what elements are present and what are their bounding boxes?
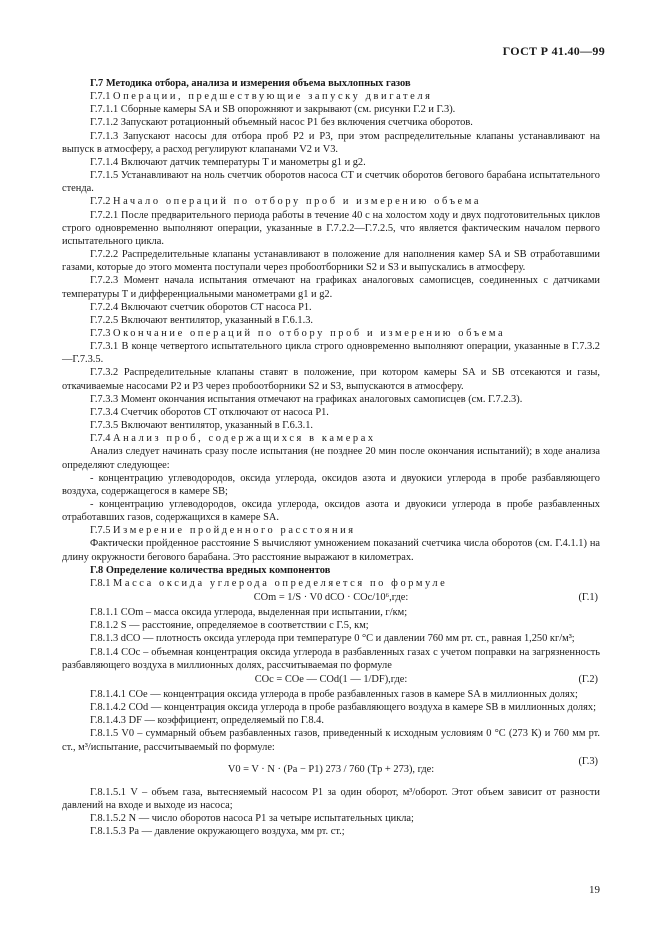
document-header: ГОСТ Р 41.40—99 <box>502 44 605 58</box>
subsection-number: Г.7.2 <box>90 196 114 208</box>
paragraph: Г.7.3.2 Распределительные клапаны ставят в положение, при котором камеры SA и SB отсекаются и газы, откачиваемые насосами P2 и P3 через пробоотборники S2 и S3, выпускаются в атмосферу. <box>62 367 600 392</box>
paragraph: Г.8.1.2 S — расстояние, определяемое в соответствии с Г.5, км; <box>90 620 369 632</box>
formula-number: (Г.1) <box>578 592 598 604</box>
formula <box>62 591 600 605</box>
paragraph: Г.7.3.1 В конце четвертого испытательного цикла строго одновременно выполняют операции, указанные в Г.7.3.2—Г.7.3.5. <box>62 341 600 366</box>
paragraph: Г.7.1.1 Сборные камеры SA и SB опорожняют и закрывают (см. рисунки Г.2 и Г.3). <box>90 104 456 116</box>
paragraph: Г.7.2.5 Включают вентилятор, указанный в Г.6.1.3. <box>90 314 314 326</box>
subsection-heading <box>62 327 600 340</box>
subsection-title: Окончание операций по отбору проб и измерению объема <box>113 327 506 339</box>
paragraph: Г.8.1.5.2 N — число оборотов насоса P1 за четыре испытательных цикла; <box>90 812 414 824</box>
paragraph: Г.7.2.3 Момент начала испытания отмечают на графиках аналоговых самописцев, соединенных с датчиками температуры T и дифференциальными манометрами g1 и g2. <box>62 275 600 300</box>
section-heading: Г.8 Определение количества вредных компонентов <box>90 564 331 576</box>
paragraph: Г.8.1.4 COc – объемная концентрация оксида углерода в разбавленных газах с учетом поправки на загрязненность разбавляющего воздуха в миллионных долях, рассчитываемая по формуле <box>62 646 600 671</box>
paragraph: Г.7.2.1 После предварительного периода работы в течение 40 с на холостом ходу и двух подготовительных циклов строго одновременно выполняют операции, указанные в Г.7.2.2—Г.7.2.5, что является фактическим началом первого испытательного цикла. <box>62 209 600 247</box>
formula-expression: V0 = V · N · (Pa − P1) 273 / 760 (Tp + 273), где: <box>227 763 435 775</box>
paragraph: - концентрацию углеводородов, оксида углерода, оксидов азота и двуокиси углерода в пробе разбавляющего воздуха, содержащегося в камере SB; <box>62 472 600 497</box>
paragraph: Г.8.1.5.3 Pa — давление окружающего воздуха, мм рт. ст.; <box>90 826 345 838</box>
paragraph: Г.7.3.4 Счетчик оборотов CT отключают от насоса P1. <box>90 406 329 418</box>
formula-number: (Г.3) <box>578 755 598 767</box>
formula-expression: COc = COe — COd(1 — 1/DF),где: <box>254 673 408 685</box>
subsection-number: Г.7.4 <box>90 433 114 445</box>
paragraph: Г.7.2.4 Включают счетчик оборотов CT насоса P1. <box>90 301 312 313</box>
formula-number: (Г.2) <box>578 673 598 685</box>
paragraph: Г.8.1.5 V0 – суммарный объем разбавленных газов, приведенный к исходным условиям 0 °С (273 К) и 760 мм рт. ст., м³/испытание, рассчитываемый по формуле: <box>62 728 600 753</box>
paragraph: Г.7.3.3 Момент окончания испытания отмечают на графиках аналоговых самописцев (см. Г.7.2.3). <box>90 393 523 405</box>
subsection-heading <box>62 524 600 537</box>
document-body <box>62 77 600 838</box>
paragraph: Г.7.3.5 Включают вентилятор, указанный в Г.6.3.1. <box>90 420 314 432</box>
subsection-number: Г.7.1 <box>90 91 114 103</box>
section-heading: Г.7 Методика отбора, анализа и измерения объема выхлопных газов <box>90 78 411 89</box>
paragraph: Г.7.1.5 Устанавливают на ноль счетчик оборотов насоса CT и счетчик оборотов бегового барабана испытательного стенда. <box>62 170 600 195</box>
paragraph: Фактически пройденное расстояние S вычисляют умножением показаний счетчика числа оборотов (см. Г.4.1.1) на длину окружности бегового барабана. Это расстояние выражают в километрах. <box>62 538 600 563</box>
subsection-title: Начало операций по отбору проб и измерению объема <box>113 196 482 208</box>
paragraph: Г.7.2.2 Распределительные клапаны устанавливают в положение для наполнения камер SA и SB отработавшими газами, которые до этого момента поступали через пробоотборники S2 и S3 и выпускались в атмосферу. <box>62 249 600 274</box>
subsection-number: Г.7.3 <box>90 327 114 339</box>
subsection-heading <box>62 195 600 208</box>
formula-expression: COm = 1/S · V0 dCO · COc/10⁶,где: <box>253 592 409 604</box>
paragraph: Г.7.1.3 Запускают насосы для отбора проб P2 и P3, при этом распределительные клапаны устанавливают на выпуск в атмосферу, а расход регулируют клапанами V2 и V3. <box>62 130 600 155</box>
subsection-title: Операции, предшествующие запуску двигателя <box>113 91 433 103</box>
paragraph: Г.8.1.1 COm – масса оксида углерода, выделенная при испытании, г/км; <box>90 607 408 619</box>
subsection-number: Г.7.5 <box>90 525 114 537</box>
subsection-heading <box>62 432 600 445</box>
paragraph: Г.8.1.4.1 COe — концентрация оксида углерода в пробе разбавленных газов в камере SA в миллионных долях; <box>90 688 578 700</box>
paragraph: Анализ следует начинать сразу после испытания (не позднее 20 мин после окончания испытаний); в ходе анализа определяют следующее: <box>62 446 600 471</box>
paragraph: - концентрацию углеводородов, оксида углерода, оксидов азота и двуокиси углерода в пробе разбавленных отработавших газов, содержащихся в камере SA. <box>62 499 600 524</box>
subsection-number: Г.8.1 <box>90 577 114 589</box>
paragraph: Г.8.1.4.2 COd — концентрация оксида углерода в пробе разбавляющего воздуха в камере SB в миллионных долях; <box>90 702 596 714</box>
page-number: 19 <box>589 884 600 896</box>
subsection-title: Масса оксида углерода определяется по формуле <box>113 577 448 589</box>
paragraph: Г.7.1.4 Включают датчик температуры T и манометры g1 и g2. <box>90 156 366 168</box>
paragraph: Г.8.1.5.1 V – объем газа, вытесняемый насосом P1 за один оборот, м³/оборот. Этот объем зависит от разности давлений на входе и выходе из насоса; <box>62 786 600 811</box>
paragraph: Г.8.1.4.3 DF — коэффициент, определяемый по Г.8.4. <box>90 715 324 727</box>
subsection-heading <box>62 90 600 103</box>
paragraph: Г.7.1.2 Запускают ротационный объемный насос P1 без включения счетчика оборотов. <box>90 117 473 129</box>
subsection-title: Измерение пройденного расстояния <box>113 525 356 537</box>
paragraph: Г.8.1.3 dCO — плотность оксида углерода при температуре 0 °С и давлении 760 мм рт. ст., равная 1,250 кг/м³; <box>90 633 575 645</box>
subsection-title: Анализ проб, содержащихся в камерах <box>113 433 376 445</box>
subsection-heading <box>62 577 600 590</box>
formula <box>62 673 600 687</box>
formula <box>62 755 600 785</box>
